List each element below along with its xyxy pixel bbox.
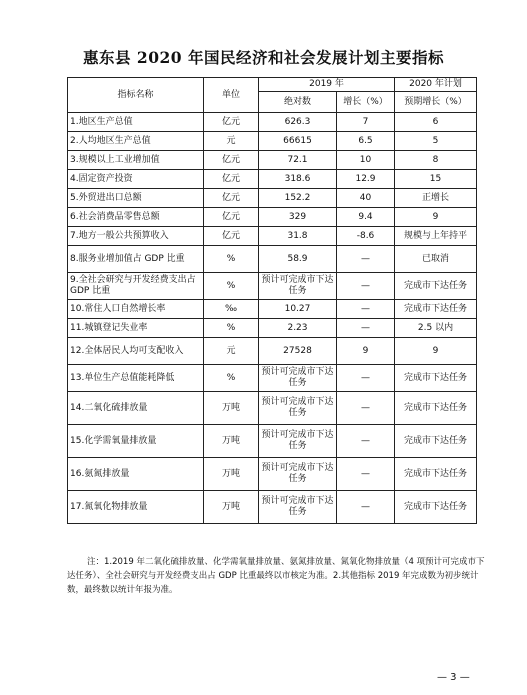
- row-growth: 12.9: [337, 170, 395, 189]
- row-absolute: 66615: [259, 132, 337, 151]
- header-indicator: 指标名称: [68, 78, 204, 113]
- row-unit: 万吨: [204, 458, 259, 491]
- row-absolute: 预计可完成市下达任务: [259, 458, 337, 491]
- row-name: 10.常住人口自然增长率: [68, 300, 204, 319]
- row-absolute: 31.8: [259, 227, 337, 246]
- row-plan: 15: [395, 170, 477, 189]
- table-row: [68, 425, 477, 458]
- row-growth: —: [337, 425, 395, 458]
- row-plan: 8: [395, 151, 477, 170]
- row-name: 12.全体居民人均可支配收入: [68, 338, 204, 365]
- row-plan: 完成市下达任务: [395, 458, 477, 491]
- row-absolute: 58.9: [259, 246, 337, 273]
- table-row: [68, 151, 477, 170]
- row-absolute: 预计可完成市下达任务: [259, 491, 337, 524]
- row-unit: %: [204, 273, 259, 300]
- row-unit: 亿元: [204, 151, 259, 170]
- table-row: [68, 246, 477, 273]
- row-growth: —: [337, 246, 395, 273]
- table-row: [68, 132, 477, 151]
- row-absolute: 72.1: [259, 151, 337, 170]
- row-plan: 完成市下达任务: [395, 392, 477, 425]
- row-unit: 万吨: [204, 425, 259, 458]
- row-plan: 完成市下达任务: [395, 491, 477, 524]
- row-unit: %: [204, 365, 259, 392]
- table-row: [68, 189, 477, 208]
- row-name: 7.地方一般公共预算收入: [68, 227, 204, 246]
- row-plan: 完成市下达任务: [395, 425, 477, 458]
- row-unit: 元: [204, 132, 259, 151]
- row-plan: 2.5 以内: [395, 319, 477, 338]
- table-row: [68, 170, 477, 189]
- table-row: [68, 365, 477, 392]
- row-name: 16.氨氮排放量: [68, 458, 204, 491]
- row-unit: 亿元: [204, 170, 259, 189]
- row-growth: 10: [337, 151, 395, 170]
- row-name: 2.人均地区生产总值: [68, 132, 204, 151]
- row-plan: 完成市下达任务: [395, 273, 477, 300]
- row-plan: 6: [395, 113, 477, 132]
- row-unit: 元: [204, 338, 259, 365]
- row-absolute: 27528: [259, 338, 337, 365]
- row-name: 14.二氧化硫排放量: [68, 392, 204, 425]
- table-row: [68, 458, 477, 491]
- row-growth: —: [337, 491, 395, 524]
- table-row: [68, 208, 477, 227]
- row-growth: —: [337, 458, 395, 491]
- row-name: 5.外贸进出口总额: [68, 189, 204, 208]
- header-absolute: 绝对数: [259, 92, 337, 113]
- row-growth: 9: [337, 338, 395, 365]
- row-unit: %: [204, 246, 259, 273]
- table-row: [68, 491, 477, 524]
- table-row: [68, 319, 477, 338]
- row-unit: 亿元: [204, 208, 259, 227]
- table-row: [68, 338, 477, 365]
- table-row: [68, 392, 477, 425]
- row-name: 6.社会消费品零售总额: [68, 208, 204, 227]
- row-plan: 完成市下达任务: [395, 300, 477, 319]
- indicators-table: [67, 77, 477, 524]
- row-growth: 7: [337, 113, 395, 132]
- row-absolute: 10.27: [259, 300, 337, 319]
- row-name: 13.单位生产总值能耗降低: [68, 365, 204, 392]
- row-name: 8.服务业增加值占 GDP 比重: [68, 246, 204, 273]
- row-name: 11.城镇登记失业率: [68, 319, 204, 338]
- row-plan: 9: [395, 338, 477, 365]
- header-expected-growth: 预期增长（%）: [395, 92, 477, 113]
- row-unit: 亿元: [204, 189, 259, 208]
- row-unit: 万吨: [204, 392, 259, 425]
- row-growth: 40: [337, 189, 395, 208]
- table-row: [68, 300, 477, 319]
- row-name: 3.规模以上工业增加值: [68, 151, 204, 170]
- row-name: 1.地区生产总值: [68, 113, 204, 132]
- row-absolute: 预计可完成市下达任务: [259, 392, 337, 425]
- row-growth: —: [337, 392, 395, 425]
- row-unit: 万吨: [204, 491, 259, 524]
- row-absolute: 318.6: [259, 170, 337, 189]
- row-growth: —: [337, 273, 395, 300]
- row-plan: 5: [395, 132, 477, 151]
- row-growth: —: [337, 365, 395, 392]
- table-row: [68, 113, 477, 132]
- row-absolute: 2.23: [259, 319, 337, 338]
- row-name: 4.固定资产投资: [68, 170, 204, 189]
- row-plan: 正增长: [395, 189, 477, 208]
- row-absolute: 626.3: [259, 113, 337, 132]
- header-unit: 单位: [204, 78, 259, 113]
- row-plan: 9: [395, 208, 477, 227]
- row-unit: ‰: [204, 300, 259, 319]
- row-growth: —: [337, 319, 395, 338]
- row-plan: 规模与上年持平: [395, 227, 477, 246]
- row-plan: 完成市下达任务: [395, 365, 477, 392]
- table-row: [68, 273, 477, 300]
- row-growth: 9.4: [337, 208, 395, 227]
- row-growth: 6.5: [337, 132, 395, 151]
- document-title: 惠东县 2020 年国民经济和社会发展计划主要指标: [83, 48, 444, 67]
- row-absolute: 预计可完成市下达任务: [259, 425, 337, 458]
- row-unit: 亿元: [204, 113, 259, 132]
- row-unit: %: [204, 319, 259, 338]
- page-number: — 3 —: [437, 672, 470, 683]
- row-growth: -8.6: [337, 227, 395, 246]
- row-name: 17.氮氧化物排放量: [68, 491, 204, 524]
- footnote: 注：1.2019 年二氧化硫排放量、化学需氧量排放量、氨氮排放量、氮氧化物排放量（4 项预计可完成市下达任务）、全社会研究与开发经费支出占 GDP 比重最终以市核定为准。2.其他指标 2019 年完成数为初步统计数，最终数以统计年报为准。: [67, 557, 485, 595]
- header-2019: 2019 年: [259, 78, 395, 92]
- row-unit: 亿元: [204, 227, 259, 246]
- header-2020-plan: 2020 年计划: [395, 78, 477, 92]
- header-growth: 增长（%）: [337, 92, 395, 113]
- row-name: 9.全社会研究与开发经费支出占 GDP 比重: [68, 273, 204, 300]
- row-growth: —: [337, 300, 395, 319]
- row-absolute: 329: [259, 208, 337, 227]
- row-absolute: 预计可完成市下达任务: [259, 365, 337, 392]
- row-absolute: 152.2: [259, 189, 337, 208]
- row-plan: 已取消: [395, 246, 477, 273]
- table-row: [68, 227, 477, 246]
- row-name: 15.化学需氧量排放量: [68, 425, 204, 458]
- row-absolute: 预计可完成市下达任务: [259, 273, 337, 300]
